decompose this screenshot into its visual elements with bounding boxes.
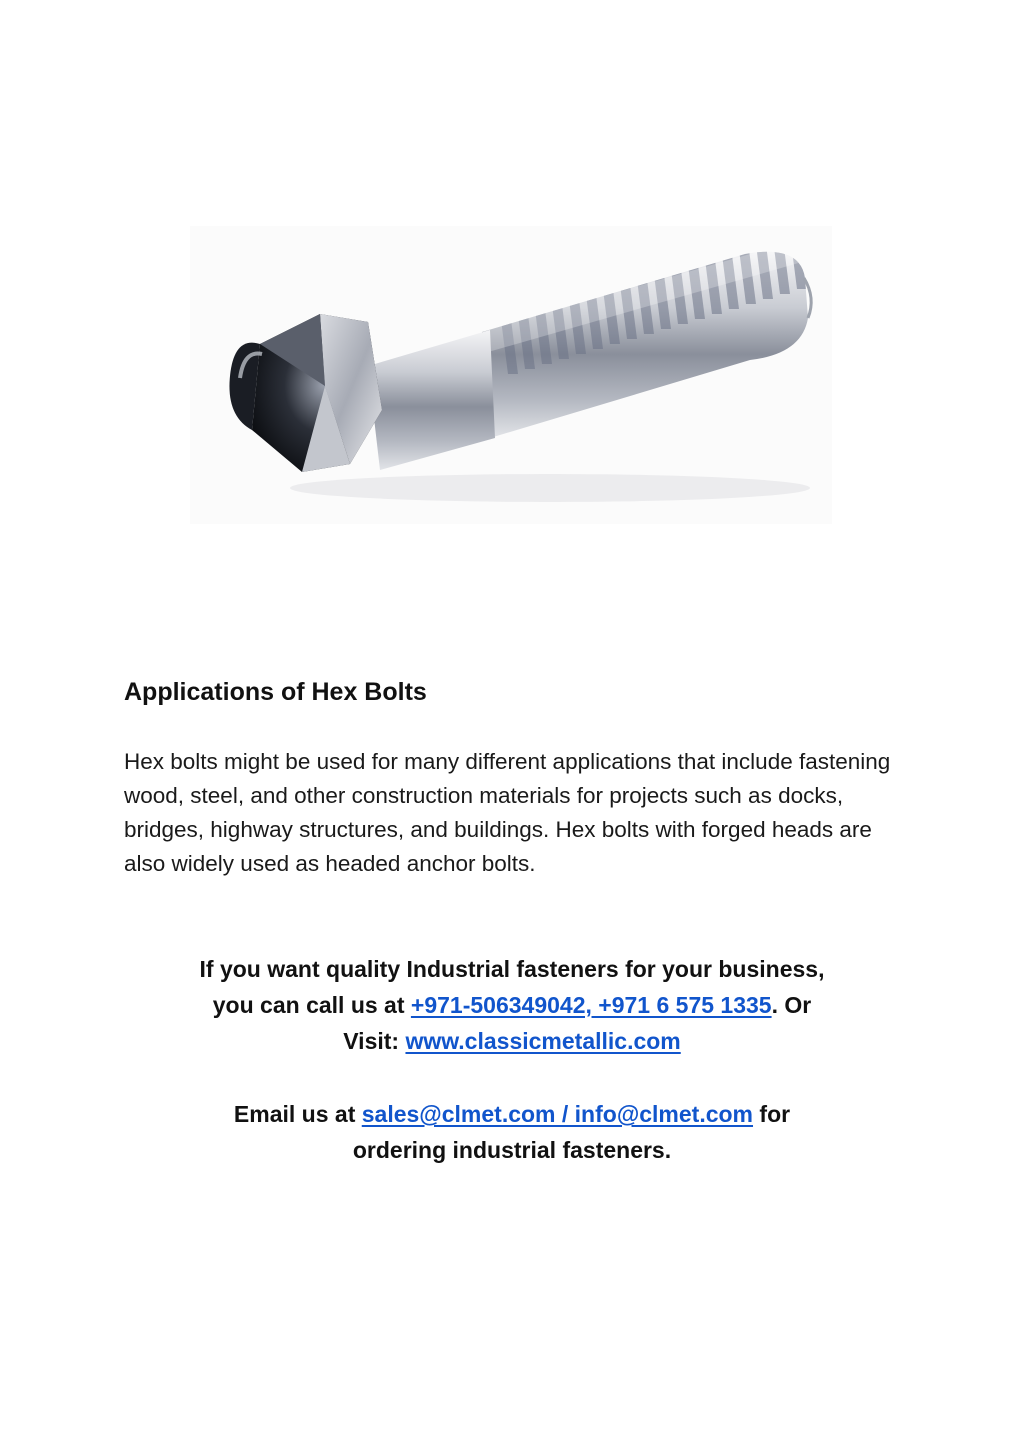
- cta-call-suffix: . Or: [771, 992, 812, 1018]
- visit-label: Visit:: [343, 1028, 406, 1054]
- phone-link[interactable]: +971-506349042, +971 6 575 1335: [410, 992, 772, 1018]
- email-block: [100, 1096, 924, 1168]
- section-heading: Applications of Hex Bolts: [124, 678, 427, 706]
- cta-call-prefix: you can call us at: [212, 992, 411, 1018]
- call-to-action: [100, 951, 924, 1059]
- hex-bolt-image: [190, 226, 832, 524]
- email-prefix: Email us at: [233, 1101, 362, 1127]
- section-body: Hex bolts might be used for many different applications that include fastening wood, steel, and other construction materials for projects such as docks, bridges, highway structures, and buildings. Hex bolts with forged heads are also widely used as headed anchor bolts.: [124, 749, 891, 876]
- email-link[interactable]: sales@clmet.com / info@clmet.com: [361, 1101, 754, 1127]
- hex-bolt-icon: [190, 226, 832, 524]
- email-suffix: for: [753, 1101, 791, 1127]
- website-link[interactable]: www.classicmetallic.com: [405, 1028, 681, 1054]
- cta-line-1: If you want quality Industrial fasteners for your business,: [199, 956, 825, 982]
- email-line-2: ordering industrial fasteners.: [352, 1137, 672, 1163]
